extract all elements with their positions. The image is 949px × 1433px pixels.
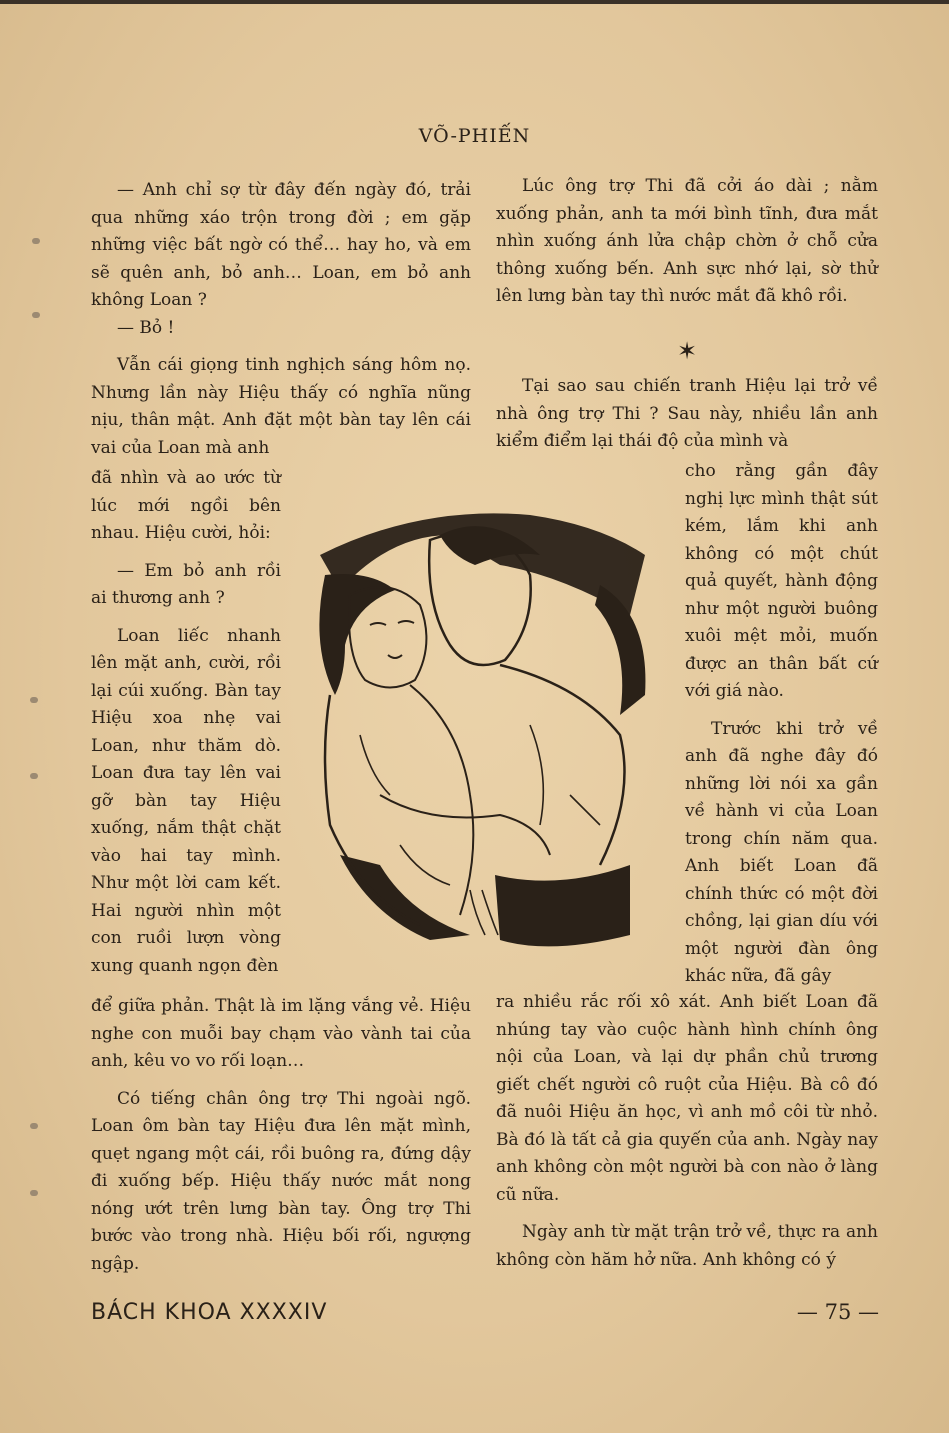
binding-hole-mark [30, 773, 38, 779]
page-number: — 75 — [796, 1300, 879, 1324]
binding-hole-mark [32, 238, 40, 244]
left-column-bottom [91, 993, 471, 1278]
left-column-top [91, 177, 471, 462]
right-column-top [496, 173, 878, 311]
paragraph: Ngày anh từ mặt trận trở về, thực ra anh không còn hăm hở nữa. Anh không có ý [496, 1222, 878, 1270]
paragraph: Vẫn cái giọng tinh nghịch sáng hôm nọ. Nhưng lần này Hiệu thấy có nghĩa nũng nịu, thân mật. Anh đặt một bàn tay lên cái vai của Loan mà anh [91, 355, 471, 458]
author-header: VÕ-PHIẾN [418, 125, 531, 147]
paragraph: để giữa phản. Thật là im lặng vắng vẻ. Hiệu nghe con muỗi bay chạm vào vành tai của anh, kêu vo vo rối loạn… [91, 996, 471, 1071]
paragraph: cho rằng gần đây nghị lực mình thật sút kém, lắm khi anh không có một chút quả quyết, hành động như một người buông xuôi mệt mỏi, muốn được an thân bất cứ với giá nào. [685, 461, 878, 701]
binding-hole-mark [30, 697, 38, 703]
paragraph: ra nhiều rắc rối xô xát. Anh biết Loan đã nhúng tay vào cuộc hành hình chính ông nội của Loan, và lại dự phần chủ trương giết chết người cô ruột của Hiệu. Bà cô đó đã nuôi Hiệu ăn học, vì anh mồ côi từ nhỏ. Bà đó là tất cả gia quyến của anh. Ngày nay anh không còn một người bà con nào ở làng cũ nữa. [496, 992, 878, 1205]
right-column-narrow [685, 458, 878, 991]
paragraph: — Anh chỉ sợ từ đây đến ngày đó, trải qua những xáo trộn trong đời ; em gặp những việc bất ngờ có thể… hay ho, và em sẽ quên anh, bỏ anh… Loan, em bỏ anh không Loan ? [91, 180, 471, 310]
paragraph: Loan liếc nhanh lên mặt anh, cười, rồi lại cúi xuống. Bàn tay Hiệu xoa nhẹ vai Loan, như thăm dò. Loan đưa tay lên vai gỡ bàn tay Hiệu xuống, nắm thật chặt vào hai tay mình. Như một lời cam kết. Hai người nhìn một con ruồi lượn vòng xung quanh ngọn đèn [91, 625, 281, 976]
binding-hole-mark [30, 1123, 38, 1129]
paragraph: Trước khi trở về anh đã nghe đây đó những lời nói xa gần về hành vi của Loan trong chín năm qua. Anh biết Loan đã chính thức có một đời chồng, lại gian díu với một người đàn ông khác nữa, đã gây [685, 718, 878, 986]
paragraph: Có tiếng chân ông trợ Thi ngoài ngõ. Loan ôm bàn tay Hiệu đưa lên mặt mình, quẹt ngang một cái, rồi buông ra, đứng dậy đi xuống bếp. Hiệu thấy nước mắt nong nóng ướt trên lưng bàn tay. Ông trợ Thi bước vào trong nhà. Hiệu bối rối, ngượng ngập. [91, 1088, 471, 1274]
binding-hole-mark [32, 312, 40, 318]
section-separator-icon: ✶ [677, 337, 698, 365]
paragraph: Lúc ông trợ Thi đã cởi áo dài ; nằm xuống phản, anh ta mới bình tĩnh, đưa mắt nhìn xuống ánh lửa chập chờn ở chỗ cửa thông xuống bến. Anh sực nhớ lại, sờ thử lên lưng bàn tay thì nước mắt đã khô rồi. [496, 176, 878, 306]
binding-hole-mark [30, 1190, 38, 1196]
paragraph: — Em bỏ anh rồi ai thương anh ? [91, 560, 281, 608]
paragraph: đã nhìn và ao ước từ lúc mới ngồi bên nhau. Hiệu cười, hỏi: [91, 468, 281, 543]
paragraph: — Bỏ ! [117, 317, 175, 338]
left-column-narrow [91, 465, 281, 980]
right-column-mid [496, 373, 878, 456]
top-edge [0, 0, 949, 4]
magazine-title-footer: BÁCH KHOA XXXXIV [91, 1300, 328, 1325]
couple-illustration [300, 495, 660, 965]
right-column-bottom [496, 989, 878, 1274]
paragraph: Tại sao sau chiến tranh Hiệu lại trở về nhà ông trợ Thi ? Sau này, nhiều lần anh kiểm điểm lại thái độ của mình và [496, 376, 878, 451]
